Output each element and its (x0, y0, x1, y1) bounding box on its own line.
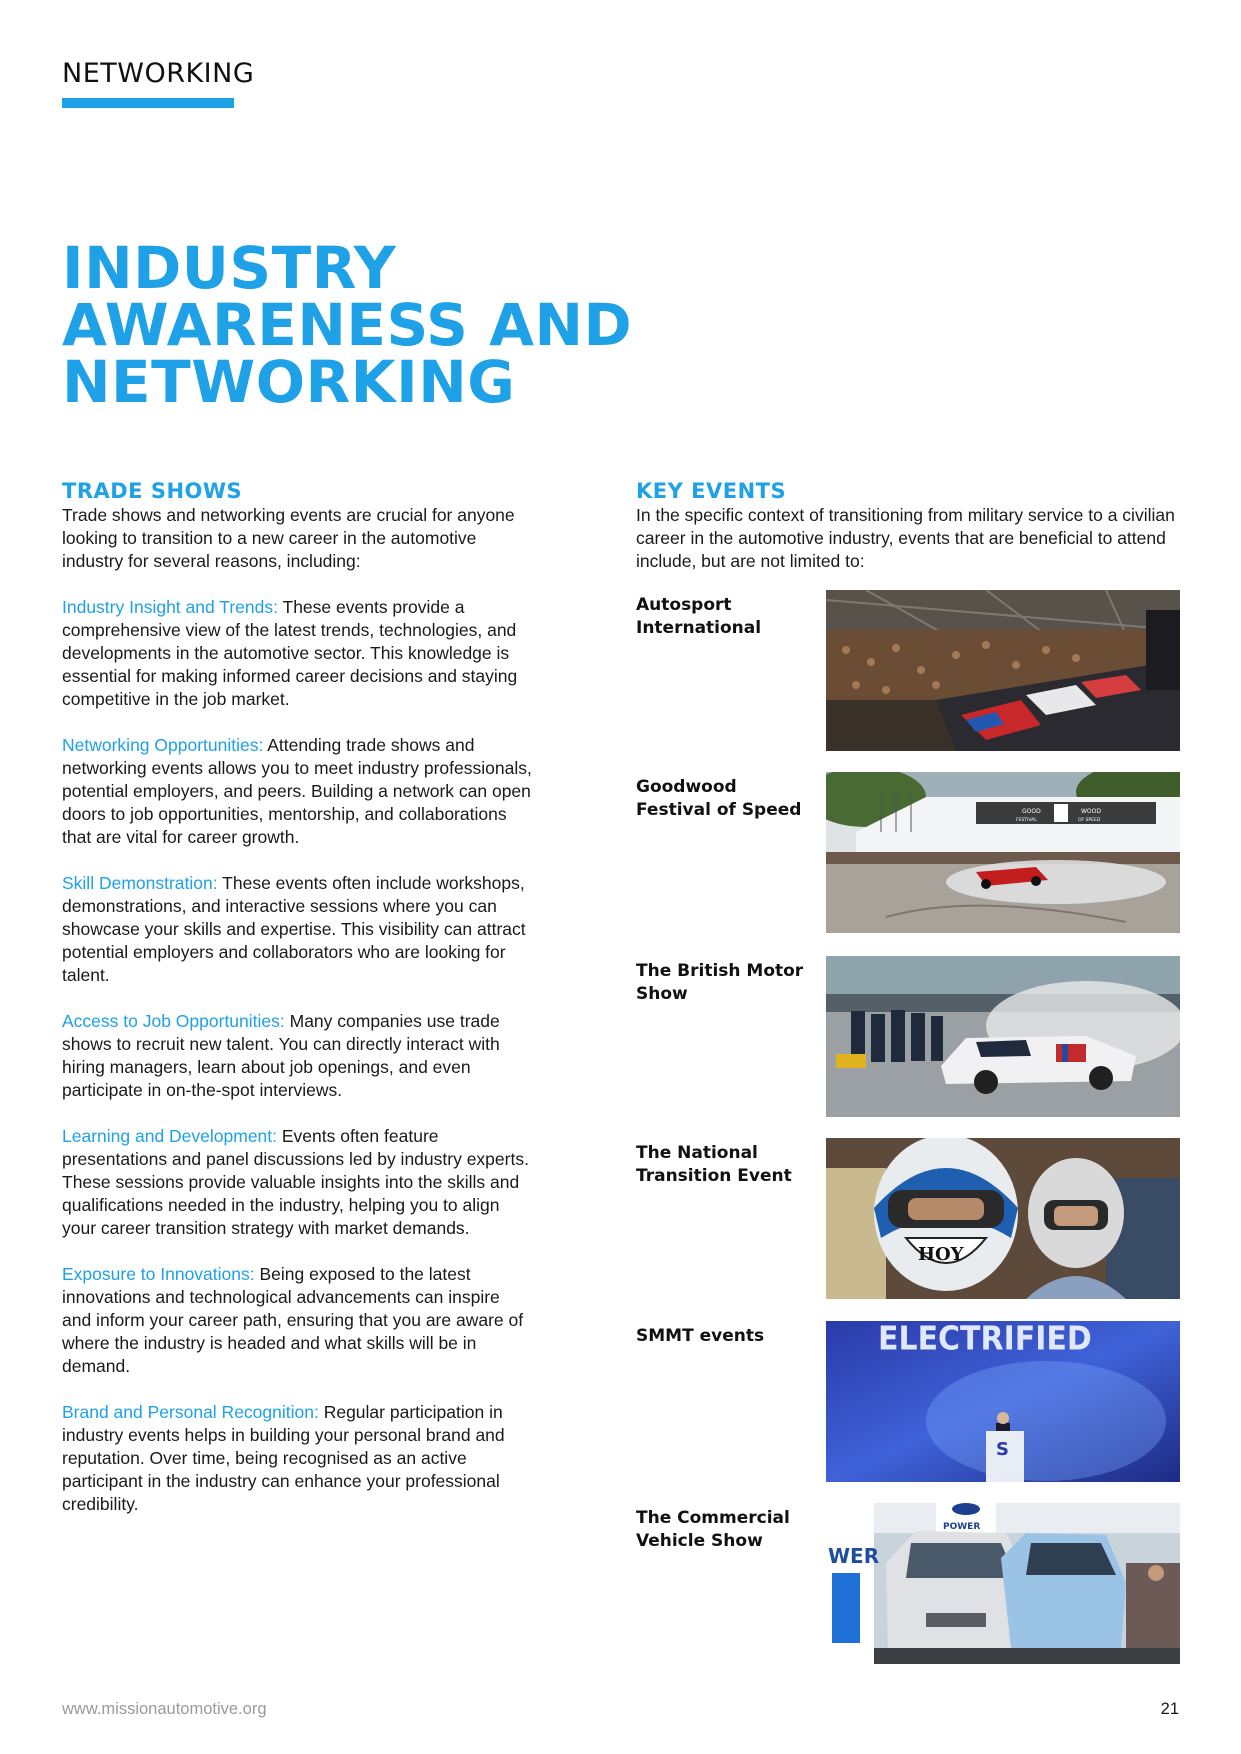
footer-website-link[interactable]: www.missionautomotive.org (62, 1700, 267, 1718)
trade-shows-heading: TRADE SHOWS (62, 479, 243, 503)
benefit-text: Many companies use trade shows to recruit new talent. You can directly interact with hiring managers, learn about job openings, and even participate in on-the-spot interviews. (62, 1011, 500, 1100)
event-item (636, 956, 1184, 1118)
commercial-vans-photo (826, 1503, 1180, 1664)
svg-text:S: S (996, 1439, 1009, 1460)
page-number: 21 (1160, 1700, 1179, 1718)
cv-power-text: POWER (943, 1522, 981, 1532)
event-name: The British Motor Show (636, 961, 804, 1004)
page-title-line: AWARENESS AND (62, 291, 633, 359)
event-name: Goodwood Festival of Speed (636, 777, 802, 820)
benefit-text: These events provide a comprehensive view of the latest trends, technologies, and developments in the automotive sector. This knowledge is essential for making informed career decisions and staying competitive in the job market. (62, 597, 518, 709)
benefit-text: These events often include workshops, demonstrations, and interactive sessions where you can showcase your skills and expertise. This visibility can attract potential employers and collaborators who are looking for talent. (62, 873, 526, 985)
benefit-label: Exposure to Innovations: (62, 1264, 255, 1284)
benefit-text: Regular participation in industry events helps in building your personal brand and reputation. Over time, being recognised as an active participant in the industry can enhance your professional credibility. (62, 1402, 505, 1514)
benefit-text: Events often feature presentations and panel discussions led by industry experts. These sessions provide valuable insights into the skills and qualifications needed in the industry, helping you to align your career transition strategy with market demands. (62, 1126, 529, 1238)
event-item (636, 1321, 1184, 1483)
section-tag: NETWORKING (62, 58, 255, 89)
benefit-point (62, 872, 532, 987)
benefit-text: Attending trade shows and networking events allows you to meet industry professionals, potential employers, and peers. Building a network can open doors to job opportunities, mentorship, and collaborations that are vital for career growth. (62, 735, 532, 847)
benefit-point (62, 1010, 532, 1102)
helmet-brand-text: HOY (918, 1244, 964, 1265)
benefit-point (62, 1401, 532, 1516)
key-events-heading: KEY EVENTS (636, 479, 787, 503)
benefit-label: Networking Opportunities: (62, 735, 264, 755)
smmt-banner-text: ELECTRIFIED (878, 1321, 1092, 1358)
benefit-label: Skill Demonstration: (62, 873, 218, 893)
goodwood-wood: WOOD (1081, 808, 1101, 815)
british-motor-show-drift-photo (826, 956, 1180, 1117)
goodwood-good: GOOD (1022, 808, 1041, 815)
event-name: The National Transition Event (636, 1143, 792, 1186)
page-title (62, 234, 702, 416)
trade-shows-intro: Trade shows and networking events are crucial for anyone looking to transition to a new career in the automotive industry for several reasons, including: (62, 505, 515, 571)
benefit-text: Being exposed to the latest innovations and technological advancements can inspire and inform your career path, ensuring that you are aware of where the industry is headed and what skills will be in demand. (62, 1264, 524, 1376)
section-tag-underline (62, 98, 234, 108)
event-item (636, 590, 1184, 752)
smmt-logo-text: SMMT (1001, 1473, 1019, 1480)
autosport-crowd-photo (826, 590, 1180, 751)
key-events-section (636, 478, 1184, 573)
goodwood-racecar-photo (826, 772, 1180, 933)
benefit-label: Access to Job Opportunities: (62, 1011, 285, 1031)
helmets-selfie-photo (826, 1138, 1180, 1299)
goodwood-of-speed: OF SPEED (1078, 818, 1101, 823)
page-title-line: INDUSTRY (62, 234, 397, 302)
benefit-point (62, 1263, 532, 1378)
event-name: The Commercial Vehicle Show (636, 1508, 790, 1551)
trade-shows-section (62, 478, 532, 1516)
benefit-point (62, 1125, 532, 1240)
key-events-intro: In the specific context of transitioning from military service to a civilian career in the automotive industry, events that are beneficial to attend include, but are not limited to: (636, 505, 1175, 571)
event-item (636, 1503, 1184, 1665)
goodwood-festival: FESTIVAL (1016, 818, 1037, 823)
benefit-point (62, 596, 532, 711)
benefit-label: Industry Insight and Trends: (62, 597, 278, 617)
event-name: SMMT events (636, 1326, 765, 1346)
smmt-stage-photo (826, 1321, 1180, 1482)
event-item (636, 1138, 1184, 1300)
benefit-label: Brand and Personal Recognition: (62, 1402, 319, 1422)
cv-banner-text: WER (828, 1544, 880, 1568)
page-title-line: NETWORKING (62, 348, 516, 416)
event-name: Autosport International (636, 595, 762, 638)
event-item (636, 772, 1184, 934)
benefit-point (62, 734, 532, 849)
benefit-label: Learning and Development: (62, 1126, 278, 1146)
